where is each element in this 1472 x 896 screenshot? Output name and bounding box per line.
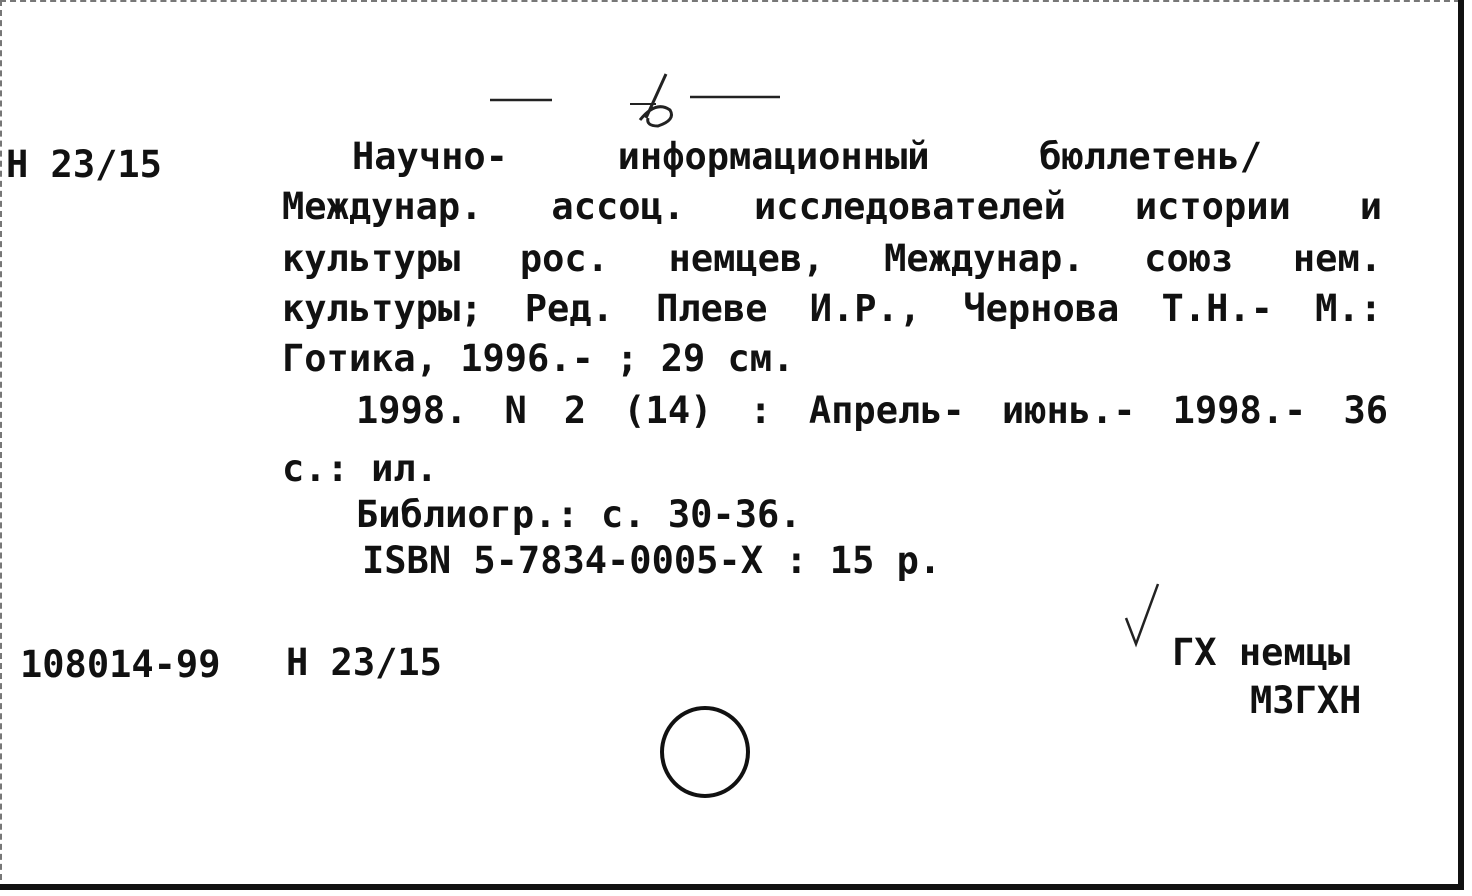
inventory-number: 108014-99 — [20, 643, 221, 686]
card-border-bottom — [0, 884, 1464, 890]
title-line-4: культуры; Ред. Плеве И.Р., Чернова Т.Н.- М.: — [282, 287, 1382, 330]
issue-line-2: с.: ил. — [282, 447, 438, 490]
check-mark-icon — [1120, 580, 1170, 650]
punch-hole-circle — [656, 704, 756, 804]
title-line-5: Готика, 1996.- ; 29 см. — [282, 337, 795, 380]
card-border-right — [1458, 0, 1464, 890]
shelfmark-top: Н 23/15 — [6, 143, 162, 186]
isbn-line: ISBN 5-7834-0005-X : 15 р. — [362, 539, 942, 582]
title-line-3: культуры рос. немцев, Междунар. союз нем. — [282, 237, 1382, 280]
page-marker-text — [0, 0, 1, 1]
subject-line-1: ГХ немцы — [1172, 631, 1351, 674]
bibliography-note: Библиогр.: с. 30-36. — [356, 493, 802, 536]
handwritten-page-marker — [480, 60, 800, 140]
card-border-left — [0, 0, 2, 890]
issue-line-1: 1998. N 2 (14) : Апрель- июнь.- 1998.- 36 — [356, 389, 1388, 432]
subject-line-2: МЗГХН — [1250, 679, 1362, 722]
card-border-top — [0, 0, 1460, 2]
title-line-2: Междунар. ассоц. исследователей истории и — [282, 185, 1382, 228]
shelfmark-bottom: Н 23/15 — [286, 641, 442, 684]
title-line-1: Научно- информационный бюллетень/ — [352, 135, 1262, 178]
